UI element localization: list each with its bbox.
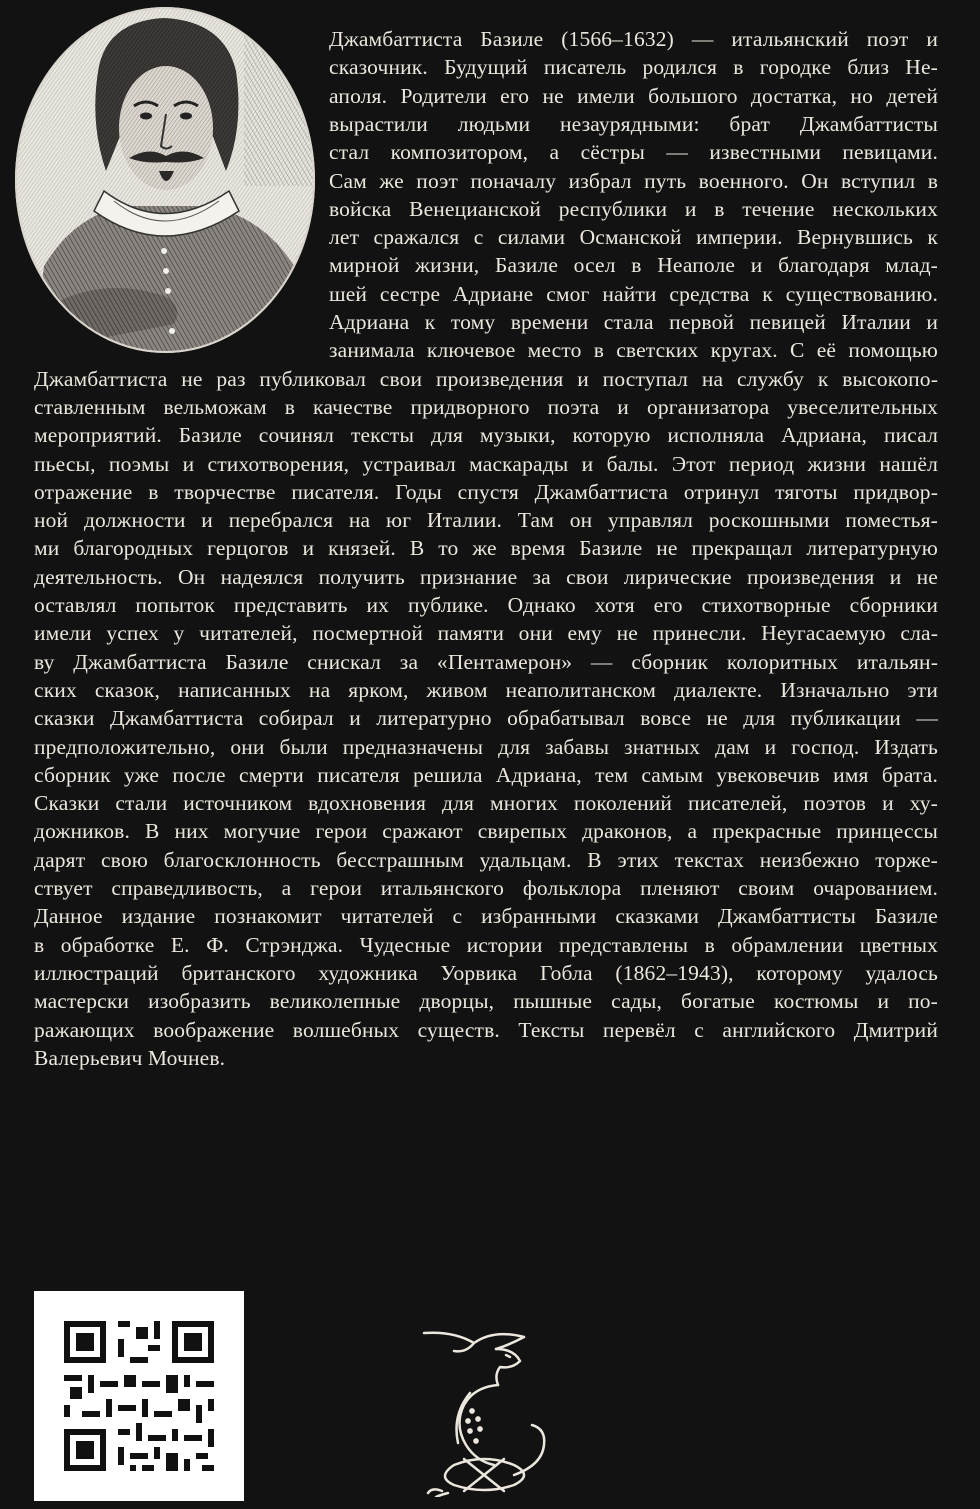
text-line: сказочник. Будущий писатель родился в городке близ Не- [329,55,938,80]
text-line: оставлял попыток представить их публике. Однако хотя его стихотворные сборники [34,593,938,617]
text-line: Джамбаттиста Базиле (1566–1632) — итальянский поэт и [329,27,938,51]
text-line: занимала ключевое место в светских кругах. С её помощью [329,338,938,363]
text-line: дожников. В них могучие герои сражают свирепых драконов, а прекрасные принцессы [34,819,938,844]
qr-code-icon[interactable] [34,1291,244,1501]
text-line: деятельность. Он надеялся получить признание за свои лирические произведения и не [34,564,938,589]
text-line: ми благородных герцогов и князей. В то же время Базиле не прекращал литературную [34,536,938,561]
text-line: сборник уже после смерти писателя решила Адриана, тем самым увековечив имя брата. [34,762,938,787]
text-line: Валерьевич Мочнев. [34,1045,226,1070]
text-line: отражение в творчестве писателя. Годы спустя Джамбаттиста отринул тяготы придвор- [34,479,938,504]
text-line: ствует справедливость, а герои итальянского фольклора пленяют своим очарованием. [34,876,938,900]
text-line: Сказки стали источником вдохновения для многих поколений писателей, поэтов и ху- [34,791,938,816]
text-line: ражающих воображение волшебных существ. Тексты перевёл с английского Дмитрий [34,1017,938,1042]
text-line: мероприятий. Базиле сочинял тексты для музыки, которую исполняла Адриана, писал [34,423,938,448]
text-line: лет сражался с силами Османской империи. Вернувшись к [329,225,938,250]
text-line: иллюстраций британского художника Уорвика Гобла (1862–1943), которому удалось [34,960,938,985]
text-line: вырастили людьми незаурядными: брат Джамбаттисты [329,111,938,136]
dragon-emblem-icon [414,1325,554,1497]
text-line: пьесы, поэмы и стихотворения, устраивал маскарады и балы. Этот период жизни нашёл [34,451,938,476]
text-line: ставленным вельможам в качестве придворного поэта и организатора увеселительных [34,394,938,419]
text-line: аполя. Родители его не имели большого достатка, но детей [329,83,938,108]
text-line: ву Джамбаттиста Базиле снискал за «Пентамерон» — сборник колоритных итальян- [34,649,938,674]
text-line: в обработке Е. Ф. Стрэнджа. Чудесные истории представлены в обрамлении цветных [34,932,938,957]
text-line: стал композитором, а сёстры — известными певицами. [329,140,938,165]
text-line: дарят свою благосклонность бесстрашным удальцам. В этих текстах неизбежно торже- [34,847,938,872]
text-line: Адриана к тому времени стала первой певицей Италии и [329,310,938,334]
text-line: шей сестре Адриане смог найти средства к существованию. [329,281,938,306]
text-line: предположительно, они были предназначены для забавы знатных дам и господ. Издать [34,734,938,759]
text-line: ских сказок, написанных на ярком, живом неаполитанском диалекте. Изначально эти [34,677,938,702]
text-line: Джамбаттиста не раз публиковал свои произведения и поступал на службу к высокопо- [34,366,938,391]
portrait-engraving-icon [14,6,316,354]
text-line: имели успех у читателей, посмертной памяти они ему не принесли. Неугасаемую сла- [34,621,938,646]
text-line: Данное издание познакомит читателей с избранными сказками Джамбаттисты Базиле [34,904,938,929]
text-line: сказки Джамбаттиста собирал и литературно обрабатывал вовсе не для публикации — [34,706,938,731]
text-line: Сам же поэт поначалу избрал путь военного. Он вступил в [329,168,938,193]
text-line: мирной жизни, Базиле осел в Неаполе и благодаря млад- [329,253,938,278]
text-line: мастерски изобразить великолепные дворцы, пышные сады, богатые костюмы и по- [34,989,938,1014]
text-line: ной должности и перебрался на юг Италии. Там он управлял роскошными поместья- [34,508,938,533]
text-line: войска Венецианской республики и в течение нескольких [329,196,938,221]
